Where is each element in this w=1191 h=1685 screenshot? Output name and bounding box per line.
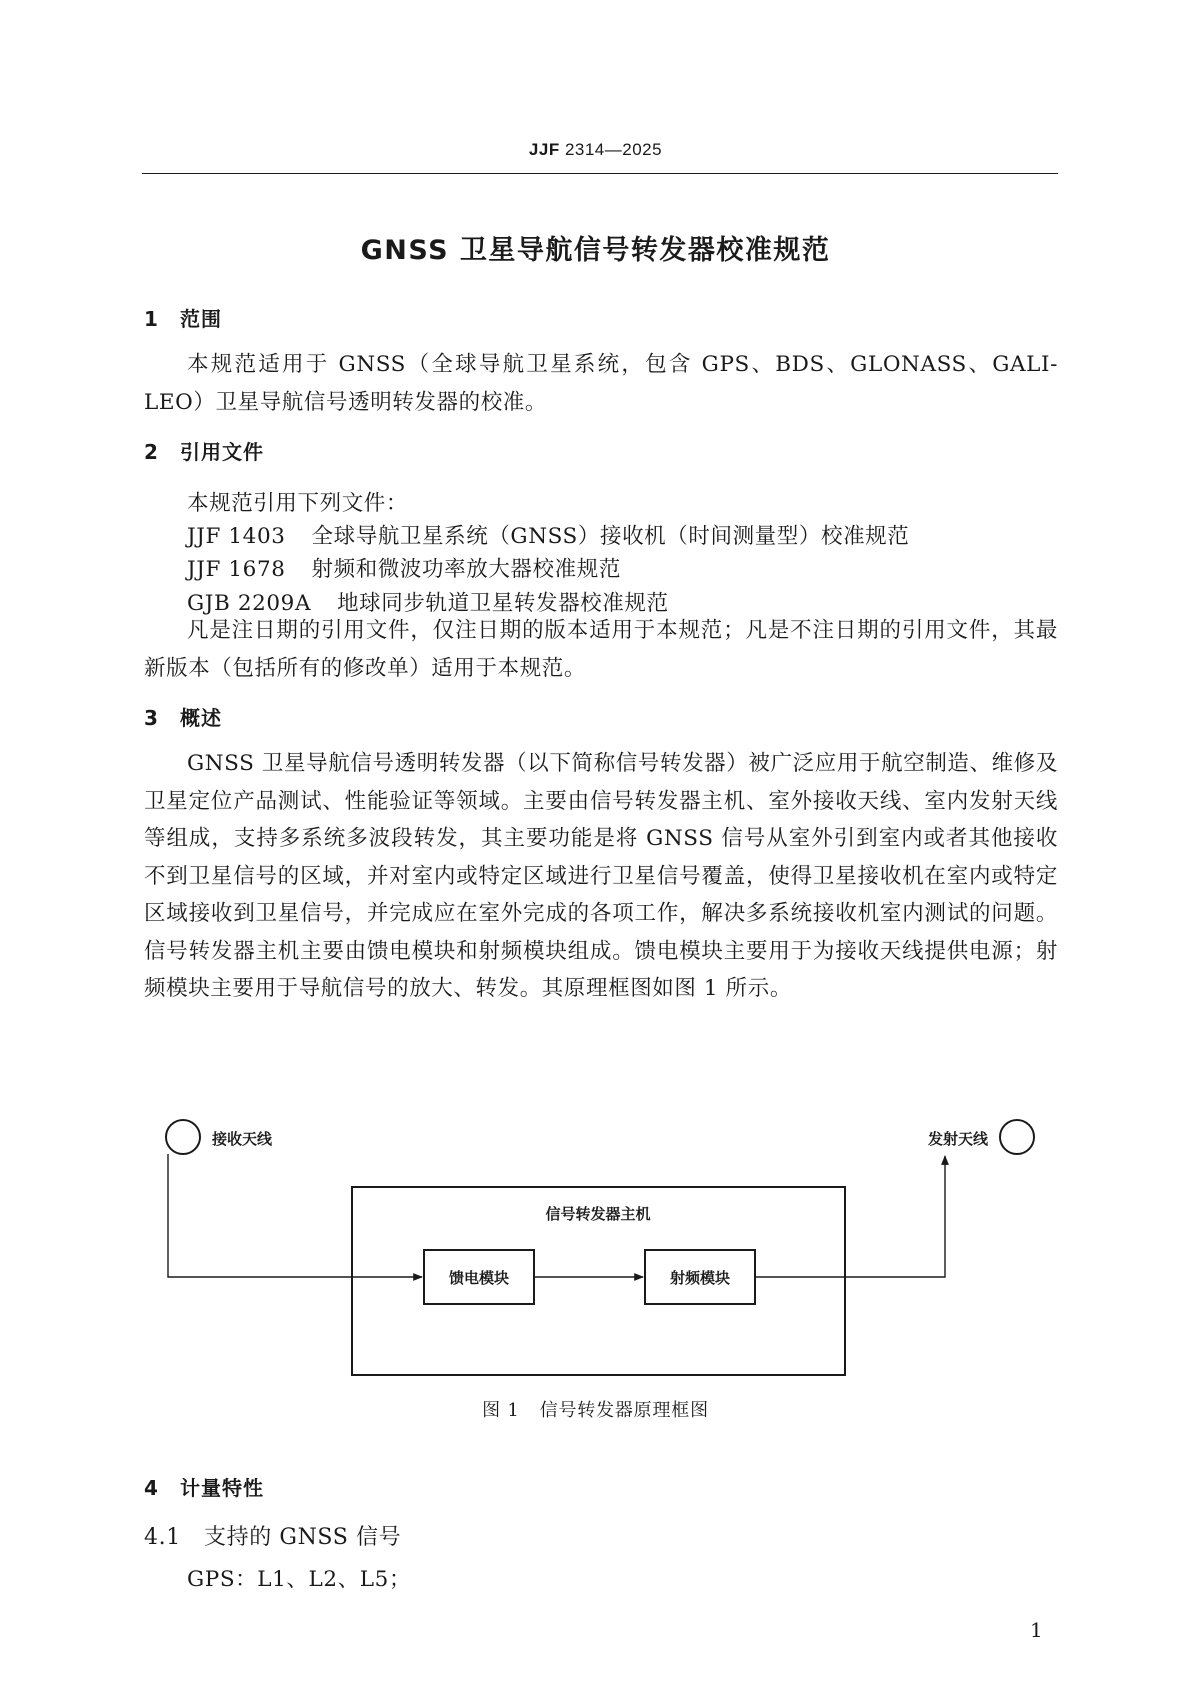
subsection-title: 支持的 GNSS 信号 — [204, 1525, 402, 1550]
figure-caption-text: 信号转发器原理框图 — [539, 1400, 709, 1421]
figure-number: 图 1 — [482, 1400, 520, 1421]
feed-module-label: 馈电模块 — [448, 1269, 510, 1287]
transmit-antenna-label: 发射天线 — [928, 1130, 989, 1148]
receive-antenna-label: 接收天线 — [212, 1130, 273, 1148]
subsection-number: 4.1 — [144, 1525, 181, 1550]
section-2-heading — [144, 436, 264, 465]
rx-to-feed-arrow — [168, 1154, 422, 1277]
figure-caption — [0, 1396, 1191, 1422]
section-3-heading — [144, 702, 222, 731]
section-number: 2 — [144, 440, 159, 464]
references-note: 凡是注日期的引用文件，仅注日期的版本适用于本规范；凡是不注日期的引用文件，其最新版本（包括所有的修改单）适用于本规范。 — [144, 618, 1058, 681]
host-label: 信号转发器主机 — [545, 1205, 651, 1223]
document-title: GNSS 卫星导航信号转发器校准规范 — [360, 235, 831, 266]
section-number: 3 — [144, 706, 159, 730]
section-3-body: GNSS 卫星导航信号透明转发器（以下简称信号转发器）被广泛应用于航空制造、维修及卫星定位产品测试、性能验证等领域。主要由信号转发器主机、室外接收天线、室内发射天线等组成，支持多系统多波段转发，其主要功能是将 GNSS 信号从室外引到室内或者其他接收不到卫星信号的区域，并对室内或特定区域进行卫星信号覆盖，使得卫星接收机在室内或特定区域接收到卫星信号，并完成应在室外完成的各项工作，解决多系统接收机室内测试的问题。信号转发器主机主要由馈电模块和射频模块组成。馈电模块主要用于为接收天线提供电源；射频模块主要用于导航信号的放大、转发。其原理框图如图 1 所示。 — [144, 751, 1058, 1001]
page-number: 1 — [1030, 1618, 1043, 1642]
reference-code: JJF 1678 — [187, 557, 286, 582]
receive-antenna-icon — [166, 1120, 200, 1154]
section-number: 4 — [144, 1476, 159, 1500]
transmit-antenna-icon — [1000, 1120, 1034, 1154]
reference-name: 地球同步轨道卫星转发器校准规范 — [337, 591, 669, 616]
section-title: 概述 — [180, 706, 222, 730]
reference-name: 射频和微波功率放大器校准规范 — [311, 557, 621, 582]
reference-item — [187, 552, 621, 583]
block-diagram — [160, 1110, 1040, 1380]
section-1-heading — [144, 303, 222, 332]
section-title: 引用文件 — [180, 440, 264, 464]
section-4-heading — [144, 1472, 264, 1501]
subsection-4-1-heading — [144, 1520, 401, 1551]
reference-code: GJB 2209A — [187, 591, 312, 616]
code-number: 2314—2025 — [564, 140, 663, 159]
header-rule — [142, 173, 1058, 174]
references-intro: 本规范引用下列文件： — [187, 491, 409, 516]
rf-module-label: 射频模块 — [669, 1269, 731, 1287]
gps-signals-line: GPS：L1、L2、L5； — [187, 1567, 412, 1592]
section-1-body: 本规范适用于 GNSS（全球导航卫星系统，包含 GPS、BDS、GLONASS、GALI-LEO）卫星导航信号透明转发器的校准。 — [144, 352, 1058, 415]
reference-name: 全球导航卫星系统（GNSS）接收机（时间测量型）校准规范 — [311, 524, 910, 549]
section-title: 范围 — [180, 307, 222, 331]
rf-to-tx-arrow — [755, 1156, 945, 1277]
reference-code: JJF 1403 — [187, 524, 286, 549]
section-number: 1 — [144, 307, 159, 331]
reference-item — [187, 519, 909, 550]
code-prefix: JJF — [528, 140, 560, 159]
section-title: 计量特性 — [180, 1476, 264, 1500]
standard-code-header — [0, 140, 1191, 160]
